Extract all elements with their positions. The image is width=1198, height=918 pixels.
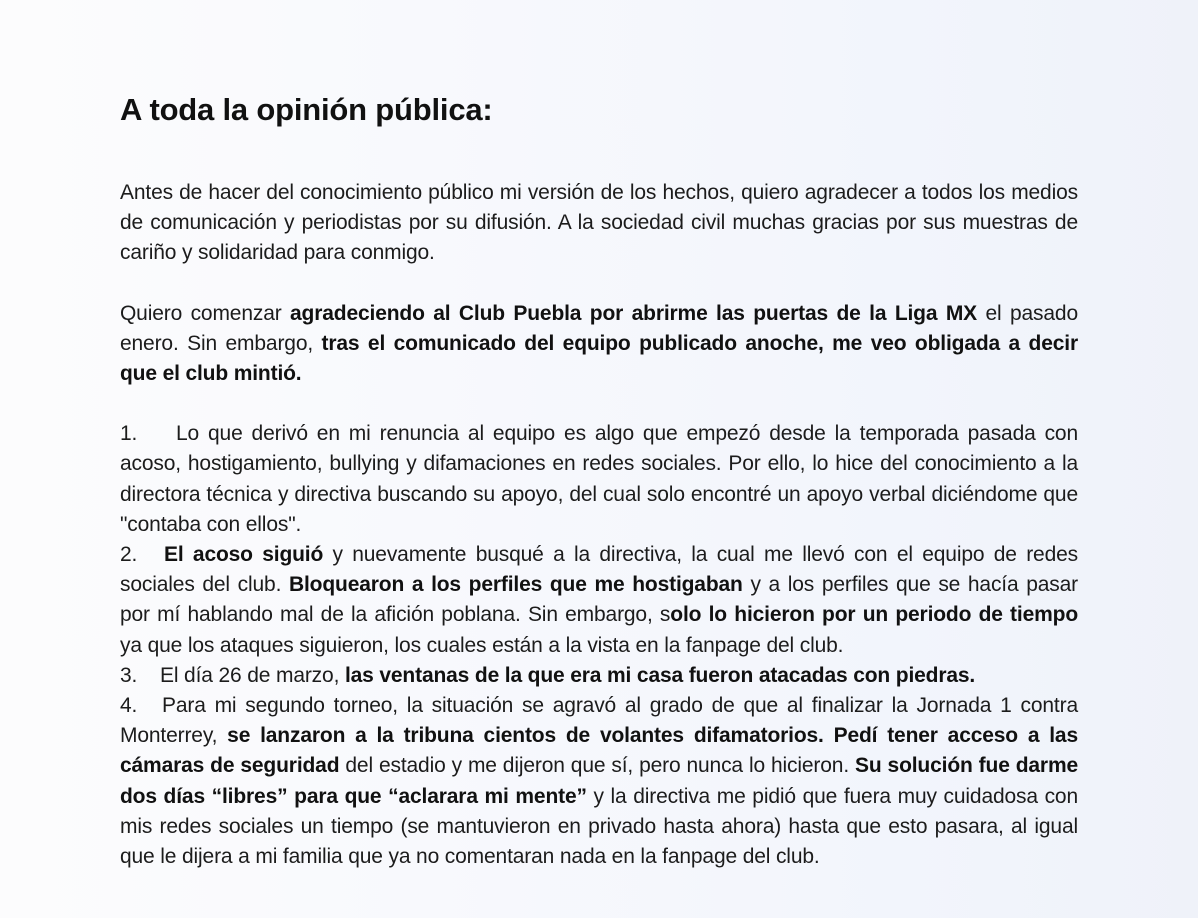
list-number: 1.	[120, 422, 138, 446]
text-segment: El día 26 de marzo,	[160, 663, 345, 687]
text-segment: y la directiva me pidió que fuera muy cuidadosa con mis redes sociales un tiempo (se mantuvieron en privado hasta ahora) hasta que esto pasara, al igual que le dijera a mi familia que ya no comentaran nada en la fanpage del club.	[120, 784, 1078, 869]
bold-segment: Bloquearon a los perfiles que me hostigaban	[288, 573, 743, 597]
list-item-1	[120, 419, 1078, 540]
list-item-4	[120, 691, 1078, 872]
list-number: 4.	[120, 694, 138, 718]
bold-segment: olo lo hicieron por un periodo de tiempo	[670, 603, 1078, 627]
text-segment: y nuevamente busqué a la directiva, la cual me llevó con el equipo de redes sociales del club.	[120, 543, 1078, 597]
list-item-3	[120, 661, 1078, 691]
club-puebla-paragraph	[120, 299, 1078, 390]
bold-segment: las ventanas de la que era mi casa fueron atacadas con piedras.	[344, 663, 976, 687]
list-item-2	[120, 540, 1078, 661]
bold-segment: se lanzaron a la tribuna cientos de volantes difamatorios. Pedí tener acceso a las cámaras de seguridad	[120, 724, 1078, 778]
paragraph-gap	[120, 389, 1078, 419]
list-number: 3.	[120, 663, 138, 687]
text-segment: Lo que derivó en mi renuncia al equipo es algo que empezó desde la temporada pasada con acoso, hostigamiento, bullying y difamaciones en redes sociales. Por ello, lo hice del conocimiento a la directora técnica y directiva buscando su apoyo, del cual solo encontré un apoyo verbal diciéndome que "contaba con ellos".	[120, 422, 1078, 536]
intro-paragraph: Antes de hacer del conocimiento público mi versión de los hechos, quiero agradecer a todos los medios de comunicación y periodistas por su difusión. A la sociedad civil muchas gracias por sus muestras de cariño y solidaridad para conmigo.	[120, 181, 1078, 265]
paragraph-gap	[120, 269, 1078, 299]
bold-segment: tras el comunicado del equipo publicado anoche, me veo obligada a decir que el club mintió.	[120, 331, 1078, 386]
statement-document	[120, 90, 1078, 872]
text-segment: ya que los ataques siguieron, los cuales están a la vista en la fanpage del club.	[120, 633, 844, 657]
bold-segment: Su solución fue darme dos días “libres” para que “aclarara mi mente”	[120, 754, 1078, 808]
bold-segment: El acoso siguió	[164, 543, 324, 567]
document-title: A toda la opinión pública:	[120, 92, 493, 127]
text-segment: Quiero comenzar	[120, 301, 291, 325]
bold-segment: agradeciendo al Club Puebla por abrirme las puertas de la Liga MX	[290, 301, 978, 325]
text-segment: del estadio y me dijeron que sí, pero nunca lo hicieron.	[339, 754, 856, 778]
text-segment: el pasado enero. Sin embargo,	[120, 301, 1078, 355]
text-segment: Para mi segundo torneo, la situación se agravó al grado de que al finalizar la Jornada 1 contra Monterrey,	[120, 694, 1078, 748]
list-number: 2.	[120, 543, 138, 567]
text-segment: y a los perfiles que se hacía pasar por mí hablando mal de la afición poblana. Sin embargo, s	[120, 573, 1079, 627]
